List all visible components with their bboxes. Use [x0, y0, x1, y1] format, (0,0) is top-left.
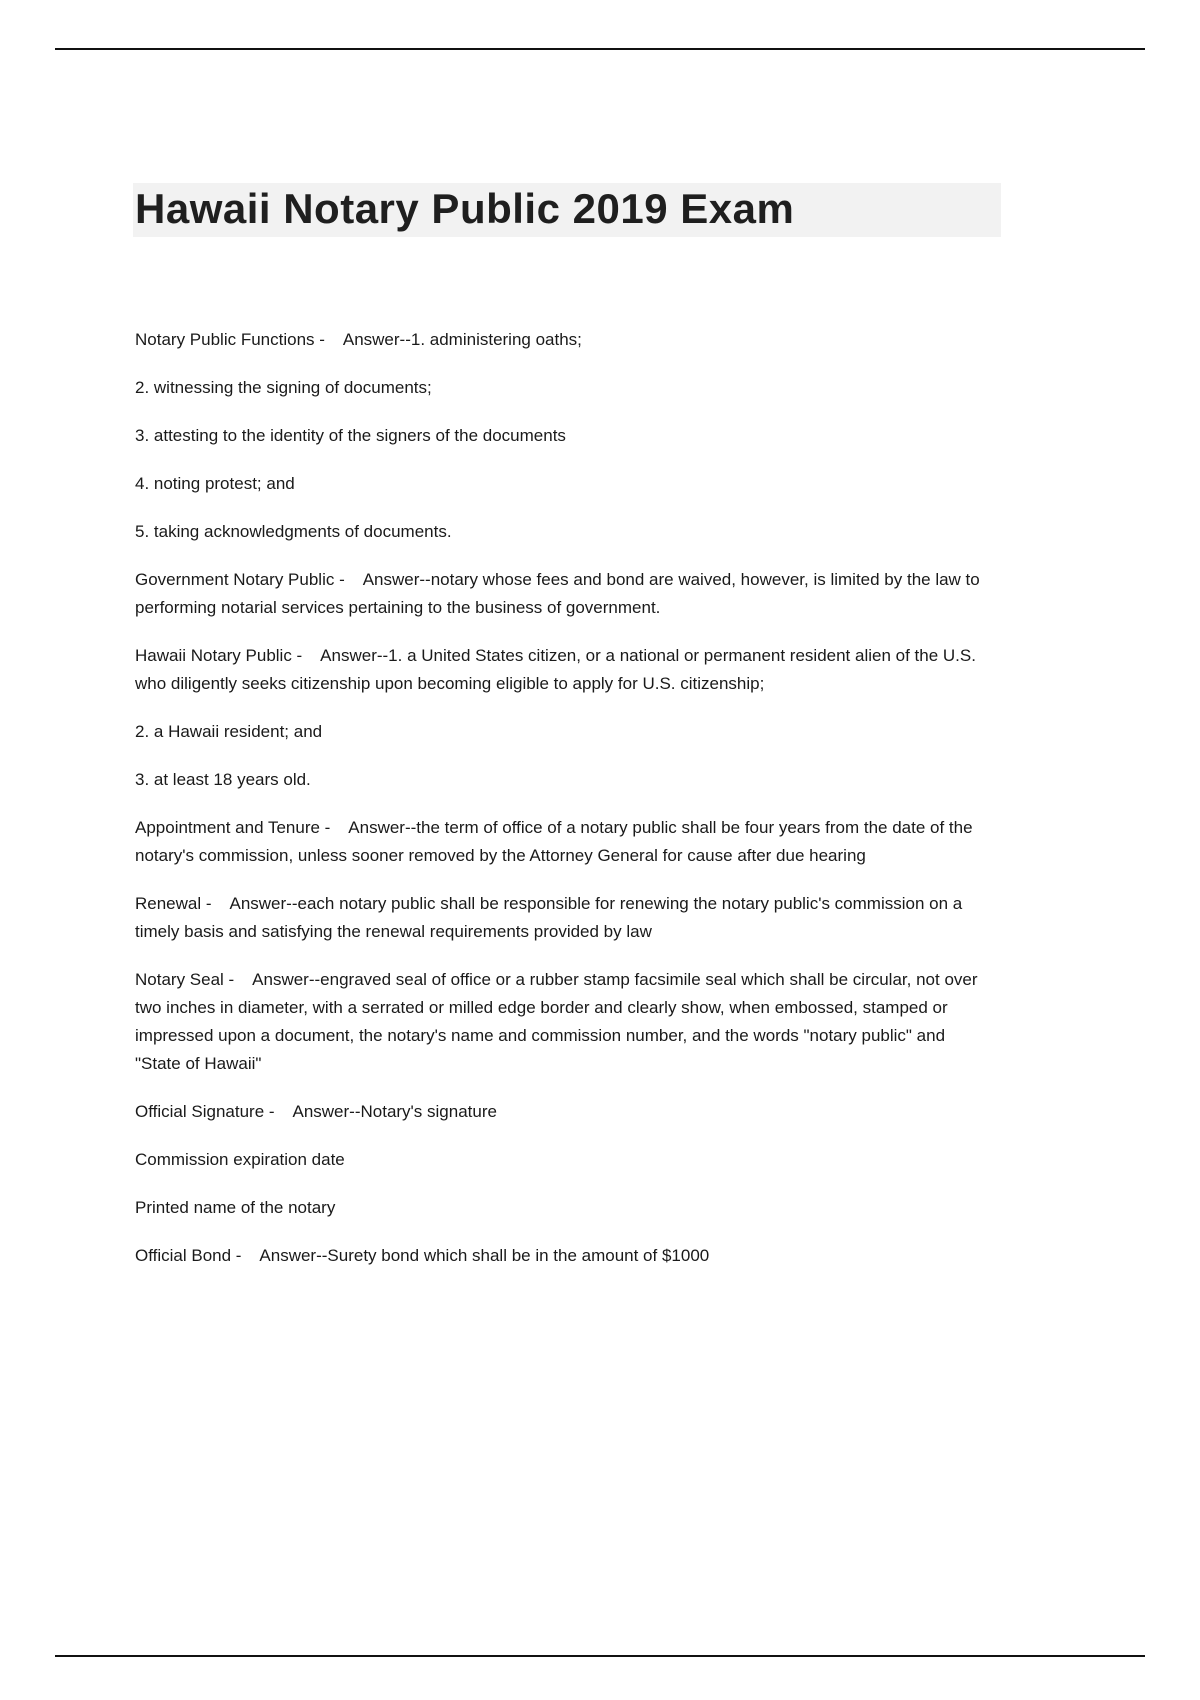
bottom-rule: [55, 1655, 1145, 1657]
document-body: [135, 326, 987, 1290]
paragraph-at-least-18: 3. at least 18 years old.: [135, 770, 311, 789]
paragraph-government-notary-public: Government Notary Public - Answer--notary whose fees and bond are waived, however, is limited by the law to performing notarial services pertaining to the business of government.: [135, 570, 985, 617]
paragraph-printed-name: Printed name of the notary: [135, 1198, 336, 1217]
paragraph-hawaii-resident: 2. a Hawaii resident; and: [135, 722, 323, 741]
paragraph-appointment-and-tenure: Appointment and Tenure - Answer--the term of office of a notary public shall be four years from the date of the notary's commission, unless sooner removed by the Attorney General for cause after due hearing: [135, 818, 978, 865]
top-rule: [55, 48, 1145, 50]
page-title: Hawaii Notary Public 2019 Exam: [133, 183, 1001, 237]
paragraph-list-item-5: 5. taking acknowledgments of documents.: [135, 522, 452, 541]
paragraph-list-item-4: 4. noting protest; and: [135, 474, 295, 493]
paragraph-notary-public-functions: Notary Public Functions - Answer--1. administering oaths;: [135, 330, 582, 349]
paragraph-list-item-3: 3. attesting to the identity of the signers of the documents: [135, 426, 566, 445]
paragraph-commission-expiration: Commission expiration date: [135, 1150, 345, 1169]
paragraph-official-bond: Official Bond - Answer--Surety bond which shall be in the amount of $1000: [135, 1246, 710, 1265]
paragraph-renewal: Renewal - Answer--each notary public shall be responsible for renewing the notary public's commission on a timely basis and satisfying the renewal requirements provided by law: [135, 894, 967, 941]
paragraph-hawaii-notary-public: Hawaii Notary Public - Answer--1. a United States citizen, or a national or permanent resident alien of the U.S. who diligently seeks citizenship upon becoming eligible to apply for U.S. citizenship;: [135, 646, 981, 693]
paragraph-notary-seal: Notary Seal - Answer--engraved seal of office or a rubber stamp facsimile seal which shall be circular, not over two inches in diameter, with a serrated or milled edge border and clearly show, when embossed, stamped or impressed upon a document, the notary's name and commission number, and the words "notary public" and "State of Hawaii": [135, 970, 983, 1073]
paragraph-list-item-2: 2. witnessing the signing of documents;: [135, 378, 432, 397]
paragraph-official-signature: Official Signature - Answer--Notary's signature: [135, 1102, 497, 1121]
